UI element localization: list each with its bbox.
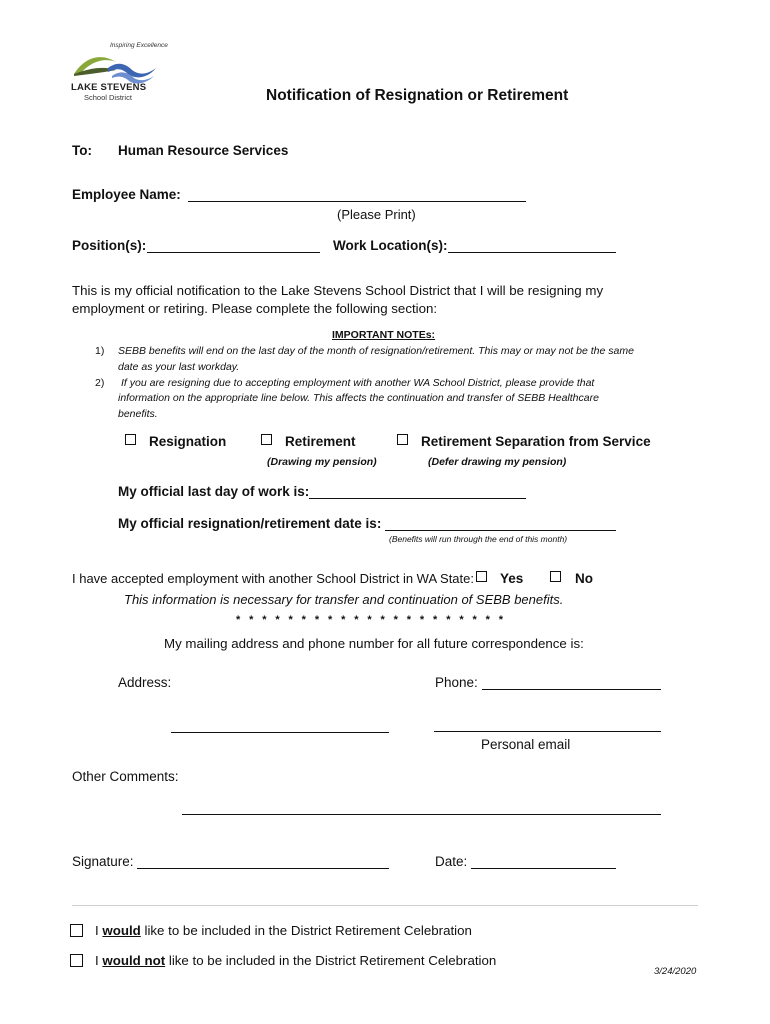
celebration-wouldnot-post: like to be included in the District Retirement Celebration	[165, 953, 497, 968]
to-label: To:	[72, 143, 92, 158]
celebration-would-pre: I	[95, 923, 103, 938]
comments-field[interactable]	[182, 814, 661, 815]
position-field[interactable]	[147, 252, 320, 253]
comments-label: Other Comments:	[72, 769, 179, 784]
logo-tagline: Inspiring Excellence	[110, 42, 168, 49]
celebration-would-not-checkbox[interactable]	[70, 954, 83, 967]
logo-sub: School District	[84, 93, 132, 102]
phone-label: Phone:	[435, 675, 478, 690]
separation-label: Retirement Separation from Service	[421, 434, 651, 449]
separation-note: (Defer drawing my pension)	[428, 456, 567, 468]
revision-date: 3/24/2020	[654, 966, 697, 977]
resign-date-note: (Benefits will run through the end of this month)	[389, 534, 568, 544]
date-label: Date:	[435, 854, 468, 869]
section-divider	[72, 905, 698, 906]
address-label: Address:	[118, 675, 172, 690]
note-2-line-1: If you are resigning due to accepting employment with another WA School District, please provide that	[121, 377, 595, 389]
resignation-label: Resignation	[149, 434, 227, 449]
date-field[interactable]	[471, 868, 616, 869]
resignation-checkbox[interactable]	[125, 434, 136, 445]
celebration-would-word: would	[102, 923, 141, 938]
to-value: Human Resource Services	[118, 143, 289, 158]
work-location-field[interactable]	[448, 252, 616, 253]
notes-heading: IMPORTANT NOTEs:	[332, 329, 436, 341]
work-location-label: Work Location(s):	[333, 238, 448, 253]
note-2-line-3: benefits.	[118, 408, 158, 420]
wa-no-checkbox[interactable]	[550, 571, 561, 582]
wa-yes-checkbox[interactable]	[476, 571, 487, 582]
logo-name: LAKE STEVENS	[71, 82, 147, 93]
celebration-would-not-label	[95, 953, 496, 968]
resign-date-label: My official resignation/retirement date is:	[118, 516, 382, 531]
separation-checkbox[interactable]	[397, 434, 408, 445]
intro-line-1: This is my official notification to the Lake Stevens School District that I will be resigning my	[72, 283, 604, 298]
signature-label: Signature:	[72, 854, 134, 869]
resign-date-field[interactable]	[385, 530, 616, 531]
address-field[interactable]	[171, 732, 389, 733]
retirement-note: (Drawing my pension)	[267, 456, 377, 468]
wa-question-label: I have accepted employment with another School District in WA State:	[72, 571, 474, 586]
employee-name-field[interactable]	[188, 201, 526, 202]
celebration-would-post: like to be included in the District Retirement Celebration	[140, 923, 472, 938]
employee-name-label: Employee Name:	[72, 187, 181, 202]
note-2-num: 2)	[95, 377, 105, 389]
page-title: Notification of Resignation or Retirement	[266, 87, 569, 104]
phone-field[interactable]	[482, 689, 661, 690]
last-day-field[interactable]	[309, 498, 526, 499]
note-1-num: 1)	[95, 345, 105, 357]
intro-line-2: employment or retiring. Please complete the following section:	[72, 301, 438, 316]
wa-question-note: This information is necessary for transfer and continuation of SEBB benefits.	[124, 592, 564, 607]
celebration-would-checkbox[interactable]	[70, 924, 83, 937]
celebration-wouldnot-pre: I	[95, 953, 103, 968]
retirement-label: Retirement	[285, 434, 356, 449]
district-logo	[68, 42, 168, 106]
employee-name-note: (Please Print)	[337, 207, 416, 222]
wa-no-label: No	[575, 571, 593, 586]
mailing-heading: My mailing address and phone number for all future correspondence is:	[164, 636, 584, 651]
last-day-label: My official last day of work is:	[118, 484, 310, 499]
note-1-line-2: date as your last workday.	[118, 361, 240, 373]
position-label: Position(s):	[72, 238, 147, 253]
personal-email-field[interactable]	[434, 731, 661, 732]
wa-yes-label: Yes	[500, 571, 524, 586]
celebration-wouldnot-word: would not	[102, 953, 166, 968]
personal-email-label: Personal email	[481, 737, 571, 752]
stars-divider: * * * * * * * * * * * * * * * * * * * * *	[236, 614, 506, 626]
signature-field[interactable]	[137, 868, 389, 869]
celebration-would-label	[95, 923, 472, 938]
note-1-line-1: SEBB benefits will end on the last day of the month of resignation/retirement. This may or may not be the same	[118, 345, 634, 357]
note-2-line-2: information on the appropriate line below. This affects the continuation and transfer of SEBB Healthcare	[118, 392, 599, 404]
retirement-checkbox[interactable]	[261, 434, 272, 445]
